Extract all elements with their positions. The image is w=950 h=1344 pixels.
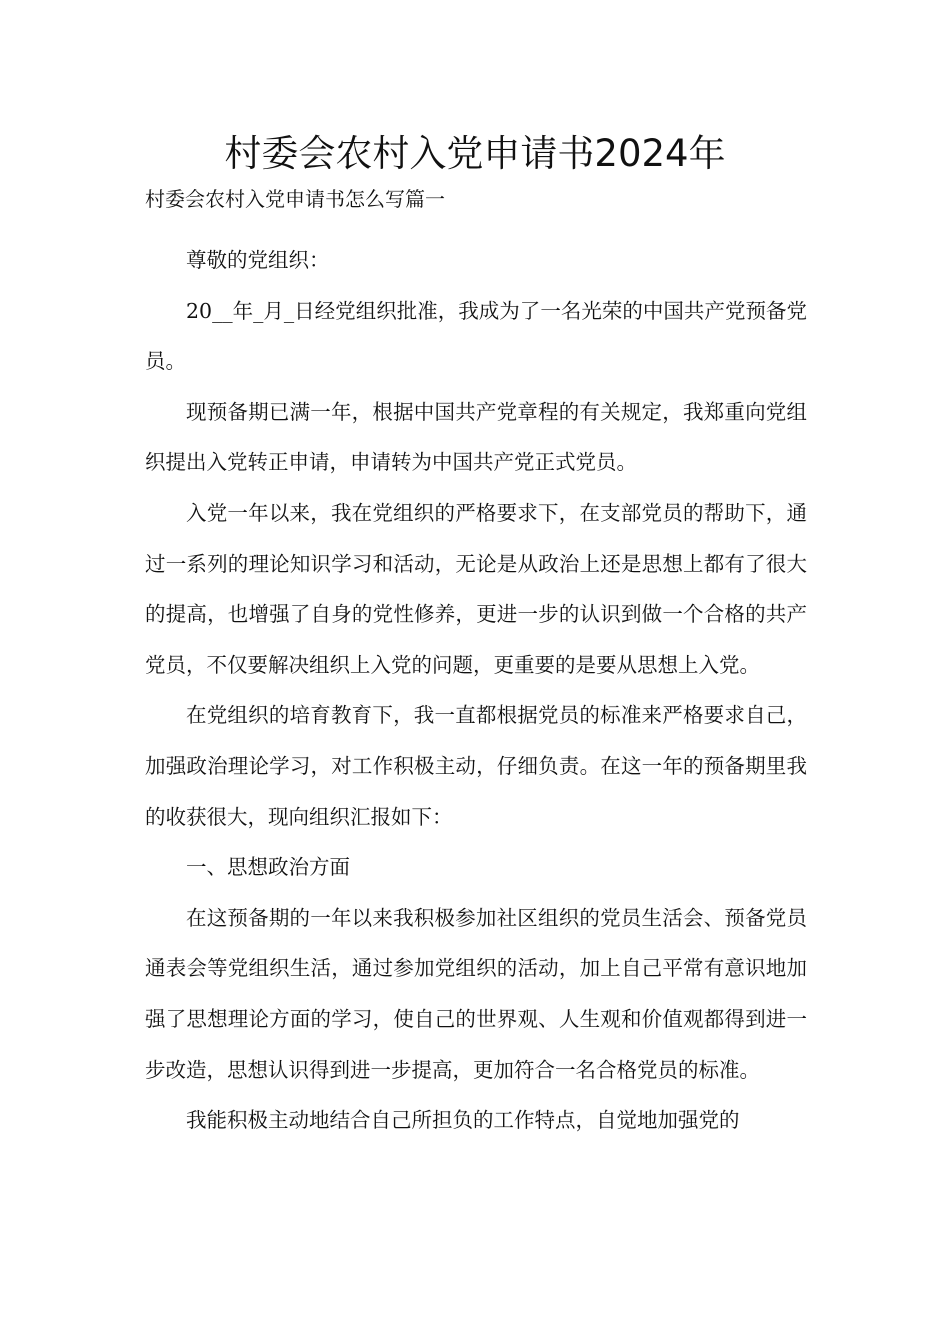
- paragraph: 现预备期已满一年，根据中国共产党章程的有关规定，我郑重向党组织提出入党转正申请，申请转为中国共产党正式党员。: [145, 399, 807, 475]
- document-subtitle: 村委会农村入党申请书怎么写篇一: [145, 187, 445, 211]
- section-heading: 一、思想政治方面: [186, 855, 350, 880]
- paragraph: 20__年_月_日经党组织批准，我成为了一名光荣的中国共产党预备党员。: [145, 298, 807, 374]
- salutation: 尊敬的党组织：: [186, 248, 330, 272]
- document-title: 村委会农村入党申请书2024年: [224, 132, 726, 175]
- paragraph: 在党组织的培育教育下，我一直都根据党员的标准来严格要求自己，加强政治理论学习，对工作积极主动，仔细负责。在这一年的预备期里我的收获很大，现向组织汇报如下：: [145, 703, 807, 829]
- paragraph: 入党一年以来，我在党组织的严格要求下，在支部党员的帮助下，通过一系列的理论知识学习和活动，无论是从政治上还是思想上都有了很大的提高，也增强了自身的党性修养，更进一步的认识到做一个合格的共产党员，不仅要解决组织上入党的问题，更重要的是要从思想上入党。: [145, 500, 807, 677]
- paragraph: 我能积极主动地结合自己所担负的工作特点，自觉地加强党的: [186, 1108, 740, 1133]
- document-body: [145, 235, 807, 1146]
- paragraph: 在这预备期的一年以来我积极参加社区组织的党员生活会、预备党员通表会等党组织生活，通过参加党组织的活动，加上自己平常有意识地加强了思想理论方面的学习，使自己的世界观、人生观和价值观都得到进一步改造，思想认识得到进一步提高，更加符合一名合格党员的标准。: [145, 905, 807, 1082]
